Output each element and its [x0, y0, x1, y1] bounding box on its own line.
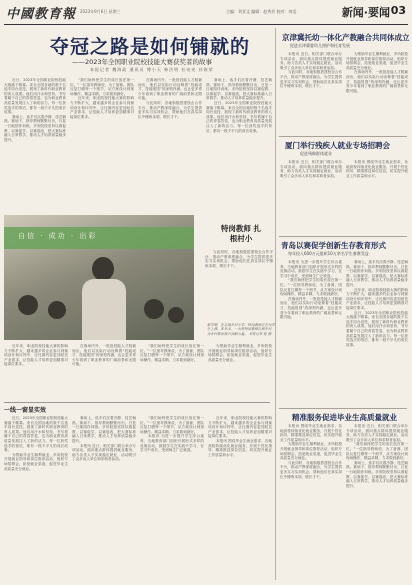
- article-column: 本报讯 近日，相关部门联合举办专项活动，面向重点群体提供就业服务，助力各类人才实现稳定就业，活动吸引了众多用人单位和求职者参加。 与此同时，各地积极搭建校企合作平台，推动产教深度融合，为学生提供更多实习实训机会，帮助他们在真实岗位中锤炼本领、增长才干。: [280, 52, 342, 89]
- article-column: 本报讯 为进一步提升学生综合素养，当地教育部门组织开展形式多样的竞赛活动，鼓励学生在实践中学习，在学习中成长，受到师生广泛欢迎。 “我们始终把学生的成长放在第一位。”一位指导教师说，为了备赛，团队反复打磨每一个细节，从方案设计到现场操作，精益求精，力求做到最好。 在赛场内外，一批批技能人才脱颖而出，他们以实际行动诠释着“技能成才、技能报国”的深刻内涵，也让更多青少年看到了职业教育的广阔前景和无限可能。: [280, 260, 342, 320]
- article-column: 本报讯 围绕毕业生就业需求，各地高校持续优化就业服务，开展个性化指导，精准推送岗位信息，切实提升就业工作质量和水平。: [346, 160, 408, 178]
- story-separator: [279, 236, 407, 237]
- lead-subheadline: ——2023年全国职业院校技能大赛获奖者的故事: [72, 58, 213, 66]
- article-column: 近年来，职业院校技能大赛的影响力不断扩大，越来越多的企业参与到赛项设计和评判中，让比赛内容更加贴近产业需求，让技能人才培养更加精准对接岗位要求。: [4, 344, 68, 367]
- article-column: 本报讯 近日，相关部门联合举办专项活动，面向重点群体提供就业服务，助力各类人才实现稳定就业，活动吸引了众多用人单位和求职者参加。: [280, 160, 342, 178]
- story-headline: 京津冀托幼一体化产教融合共同体成立: [282, 33, 410, 42]
- student-head: [168, 307, 184, 323]
- article-column: “我们始终把学生的成长放在第一位。”一位指导教师说，为了备赛，团队反复打磨每一个细节，从方案设计到现场操作，精益求精，力求做到最好。 本报讯 为进一步提升学生综合素养，当地教育部门组织开展形式多样的竞赛活动，鼓励学生在实践中学习，在学习中成长，受到师生广泛欢迎。: [140, 416, 204, 453]
- section-rule: [4, 402, 270, 403]
- issue-date: 2023年9月6日 星期三: [80, 9, 121, 14]
- section-name: 新闻·要闻: [341, 6, 390, 19]
- column-divider: [275, 28, 276, 580]
- article-column: 赛场上，选手们沉着冷静、技艺娴熟。赛场下，指导教师默默付出，日复一日地陪伴训练。多所院校坚持以赛促教、以赛促学、以赛促改，把大赛标准融入日常教学，推动人才培养质量稳步提升。 近年来，职业院校技能大赛的影响力不断扩大，越来越多的企业参与到赛项设计和评判中，让比赛内容更加贴近产业需求，让技能人才培养更加精准对接岗位要求。 近日，2023年全国职业院校技能大赛落下帷幕。来自全国各地的数千名选手同台竞技，展现了新时代职业教育的育人成果。他们用汗水和坚持，书写着属于自己的青春答卷，也为职业教育高质量发展注入了新的活力。每一位获奖选手的背后，都有一段不平凡的成长故事。: [346, 260, 408, 347]
- photo-banner-text: 自信 · 成功 · 出彩: [18, 232, 98, 240]
- section-title: 一线一窗显实效: [4, 407, 47, 414]
- story-headline: 精准服务促进毕业生高质量就业: [292, 413, 397, 422]
- newspaper-logo: 中國教育報: [6, 7, 77, 22]
- article-column: 近日，2023年全国职业院校技能大赛落下帷幕。来自全国各地的数千名选手同台竞技，展现了新时代职业教育的育人成果。他们用汗水和坚持，书写着属于自己的青春答卷，也为职业教育高质量发展注入了新的活力。每一位获奖选手的背后，都有一段不平凡的成长故事。 为帮助毕业生顺利就业，多所院校开展就业指导和岗位推荐活动，组织专场招聘会，拓宽就业渠道，促进毕业生高质量充分就业。: [4, 416, 68, 471]
- story-subheadline: 促进残障群体就业: [300, 151, 332, 156]
- lead-headline: 夺冠之路是如何铺就的: [50, 36, 251, 58]
- article-column: 近年来，职业院校技能大赛的影响力不断扩大，越来越多的企业参与到赛项设计和评判中，让比赛内容更加贴近产业需求，让技能人才培养更加精准对接岗位要求。 本报讯 围绕毕业生就业需求，各地高校持续优化就业服务，开展个性化指导，精准推送岗位信息，切实提升就业工作质量和水平。: [208, 416, 272, 457]
- article-column: 在赛场内外，一批批技能人才脱颖而出，他们以实际行动诠释着“技能成才、技能报国”的深刻内涵，也让更多青少年看到了职业教育的广阔前景和无限可能。 与此同时，各地积极搭建校企合作平台，推动产教深度融合，为学生提供更多实习实训机会，帮助他们在真实岗位中锤炼本领、增长才干。: [138, 78, 202, 119]
- page-number: 03: [390, 4, 406, 17]
- article-column: 近日，2023年全国职业院校技能大赛落下帷幕。来自全国各地的数千名选手同台竞技，展现了新时代职业教育的育人成果。他们用汗水和坚持，书写着属于自己的青春答卷，也为职业教育高质量发展注入了新的活力。每一位获奖选手的背后，都有一段不平凡的成长故事。 赛场上，选手们沉着冷静、技艺娴熟。赛场下，指导教师默默付出，日复一日地陪伴训练。多所院校坚持以赛促教、以赛促学、以赛促改，把大赛标准融入日常教学，推动人才培养质量稳步提升。: [4, 78, 66, 142]
- article-column: 赛场上，选手们沉着冷静、技艺娴熟。赛场下，指导教师默默付出，日复一日地陪伴训练。多所院校坚持以赛促教、以赛促学、以赛促改，把大赛标准融入日常教学，推动人才培养质量稳步提升。 近日，2023年全国职业院校技能大赛落下帷幕。来自全国各地的数千名选手同台竞技，展现了新时代职业教育的育人成果。他们用汗水和坚持，书写着属于自己的青春答卷，也为职业教育高质量发展注入了新的活力。每一位获奖选手的背后，都有一段不平凡的成长故事。: [206, 78, 272, 133]
- lead-byline: 本报记者 魏海政 通讯员 傅小天 韩法明 杜亮亮 孙焕荣: [90, 67, 214, 72]
- article-column: “我们始终把学生的成长放在第一位。”一位指导教师说，为了备赛，团队反复打磨每一个细节，从方案设计到现场操作，精益求精，力求做到最好。 近年来，职业院校技能大赛的影响力不断扩大，越来越多的企业参与到赛项设计和评判中，让比赛内容更加贴近产业需求，让技能人才培养更加精准对接岗位要求。: [70, 78, 134, 119]
- sidebar-text: 与此同时，各地积极搭建校企合作平台，推动产教深度融合，为学生提供更多实习实训机会，帮助他们在真实岗位中锤炼本领、增长才干。: [205, 250, 273, 268]
- photo-sidebar-title: 特岗教师 扎根村小: [220, 224, 262, 243]
- story-separator: [279, 408, 407, 409]
- story-headline: 厦门举行残疾人就业专场招聘会: [285, 141, 390, 150]
- student-head: [48, 301, 66, 319]
- editor-info: 主编：刘亚文 编辑：赵秀芳 校对：何浩: [226, 9, 297, 14]
- article-column: 为帮助毕业生顺利就业，多所院校开展就业指导和岗位推荐活动，组织专场招聘会，拓宽就业渠道，促进毕业生高质量充分就业。 在赛场内外，一批批技能人才脱颖而出，他们以实际行动诠释着“技能成才、技能报国”的深刻内涵，也让更多青少年看到了职业教育的广阔前景和无限可能。: [346, 52, 408, 93]
- student-head: [18, 295, 38, 315]
- masthead-rule: [4, 24, 408, 25]
- classroom-photo: [4, 215, 194, 340]
- student-head: [144, 299, 164, 319]
- teacher-head: [92, 257, 114, 281]
- story-subheadline: 每年投入600万元组织10万余名学生参赛受益: [288, 251, 369, 256]
- article-column: “我们始终把学生的成长放在第一位。”一位指导教师说，为了备赛，团队反复打磨每一个细节，从方案设计到现场操作，精益求精，力求做到最好。: [140, 344, 204, 362]
- masthead: [4, 3, 408, 23]
- photo-caption: 新学期，在某地乡村小学，特岗教师正在为学生上课。多年来，一大批特岗教师扎根乡村，为乡村教育振兴贡献力量。 本报记者 程 摄: [207, 323, 275, 336]
- story-headline: 青岛以赛促学创新生存教育形式: [281, 241, 386, 250]
- article-column: 本报讯 围绕毕业生就业需求，各地高校持续优化就业服务，开展个性化指导，精准推送岗位信息，切实提升就业工作质量和水平。 为帮助毕业生顺利就业，多所院校开展就业指导和岗位推荐活动，组织专场招聘会，拓宽就业渠道，促进毕业生高质量充分就业。 与此同时，各地积极搭建校企合作平台，推动产教深度融合，为学生提供更多实习实训机会，帮助他们在真实岗位中锤炼本领、增长才干。: [280, 424, 342, 479]
- article-column: 本报讯 近日，相关部门联合举办专项活动，面向重点群体提供就业服务，助力各类人才实现稳定就业，活动吸引了众多用人单位和求职者参加。 “我们始终把学生的成长放在第一位。”一位指导教师说，为了备赛，团队反复打磨每一个细节，从方案设计到现场操作，精益求精，力求做到最好。 赛场上，选手们沉着冷静、技艺娴熟。赛场下，指导教师默默付出，日复一日地陪伴训练。多所院校坚持以赛促教、以赛促学、以赛促改，把大赛标准融入日常教学，推动人才培养质量稳步提升。: [346, 424, 408, 488]
- story-subheadline: 促进京津冀婴幼儿照护和托育发展: [290, 43, 350, 48]
- story-separator: [279, 136, 407, 137]
- article-column: 赛场上，选手们沉着冷静、技艺娴熟。赛场下，指导教师默默付出，日复一日地陪伴训练。多所院校坚持以赛促教、以赛促学、以赛促改，把大赛标准融入日常教学，推动人才培养质量稳步提升。 本报讯 近日，相关部门联合举办专项活动，面向重点群体提供就业服务，助力各类人才实现稳定就业，活动吸引了众多用人单位和求职者参加。: [72, 416, 136, 462]
- article-column: 在赛场内外，一批批技能人才脱颖而出，他们以实际行动诠释着“技能成才、技能报国”的深刻内涵，也让更多青少年看到了职业教育的广阔前景和无限可能。: [72, 344, 136, 367]
- teacher-body: [82, 279, 126, 340]
- article-column: 为帮助毕业生顺利就业，多所院校开展就业指导和岗位推荐活动，组织专场招聘会，拓宽就业渠道，促进毕业生高质量充分就业。: [208, 344, 272, 362]
